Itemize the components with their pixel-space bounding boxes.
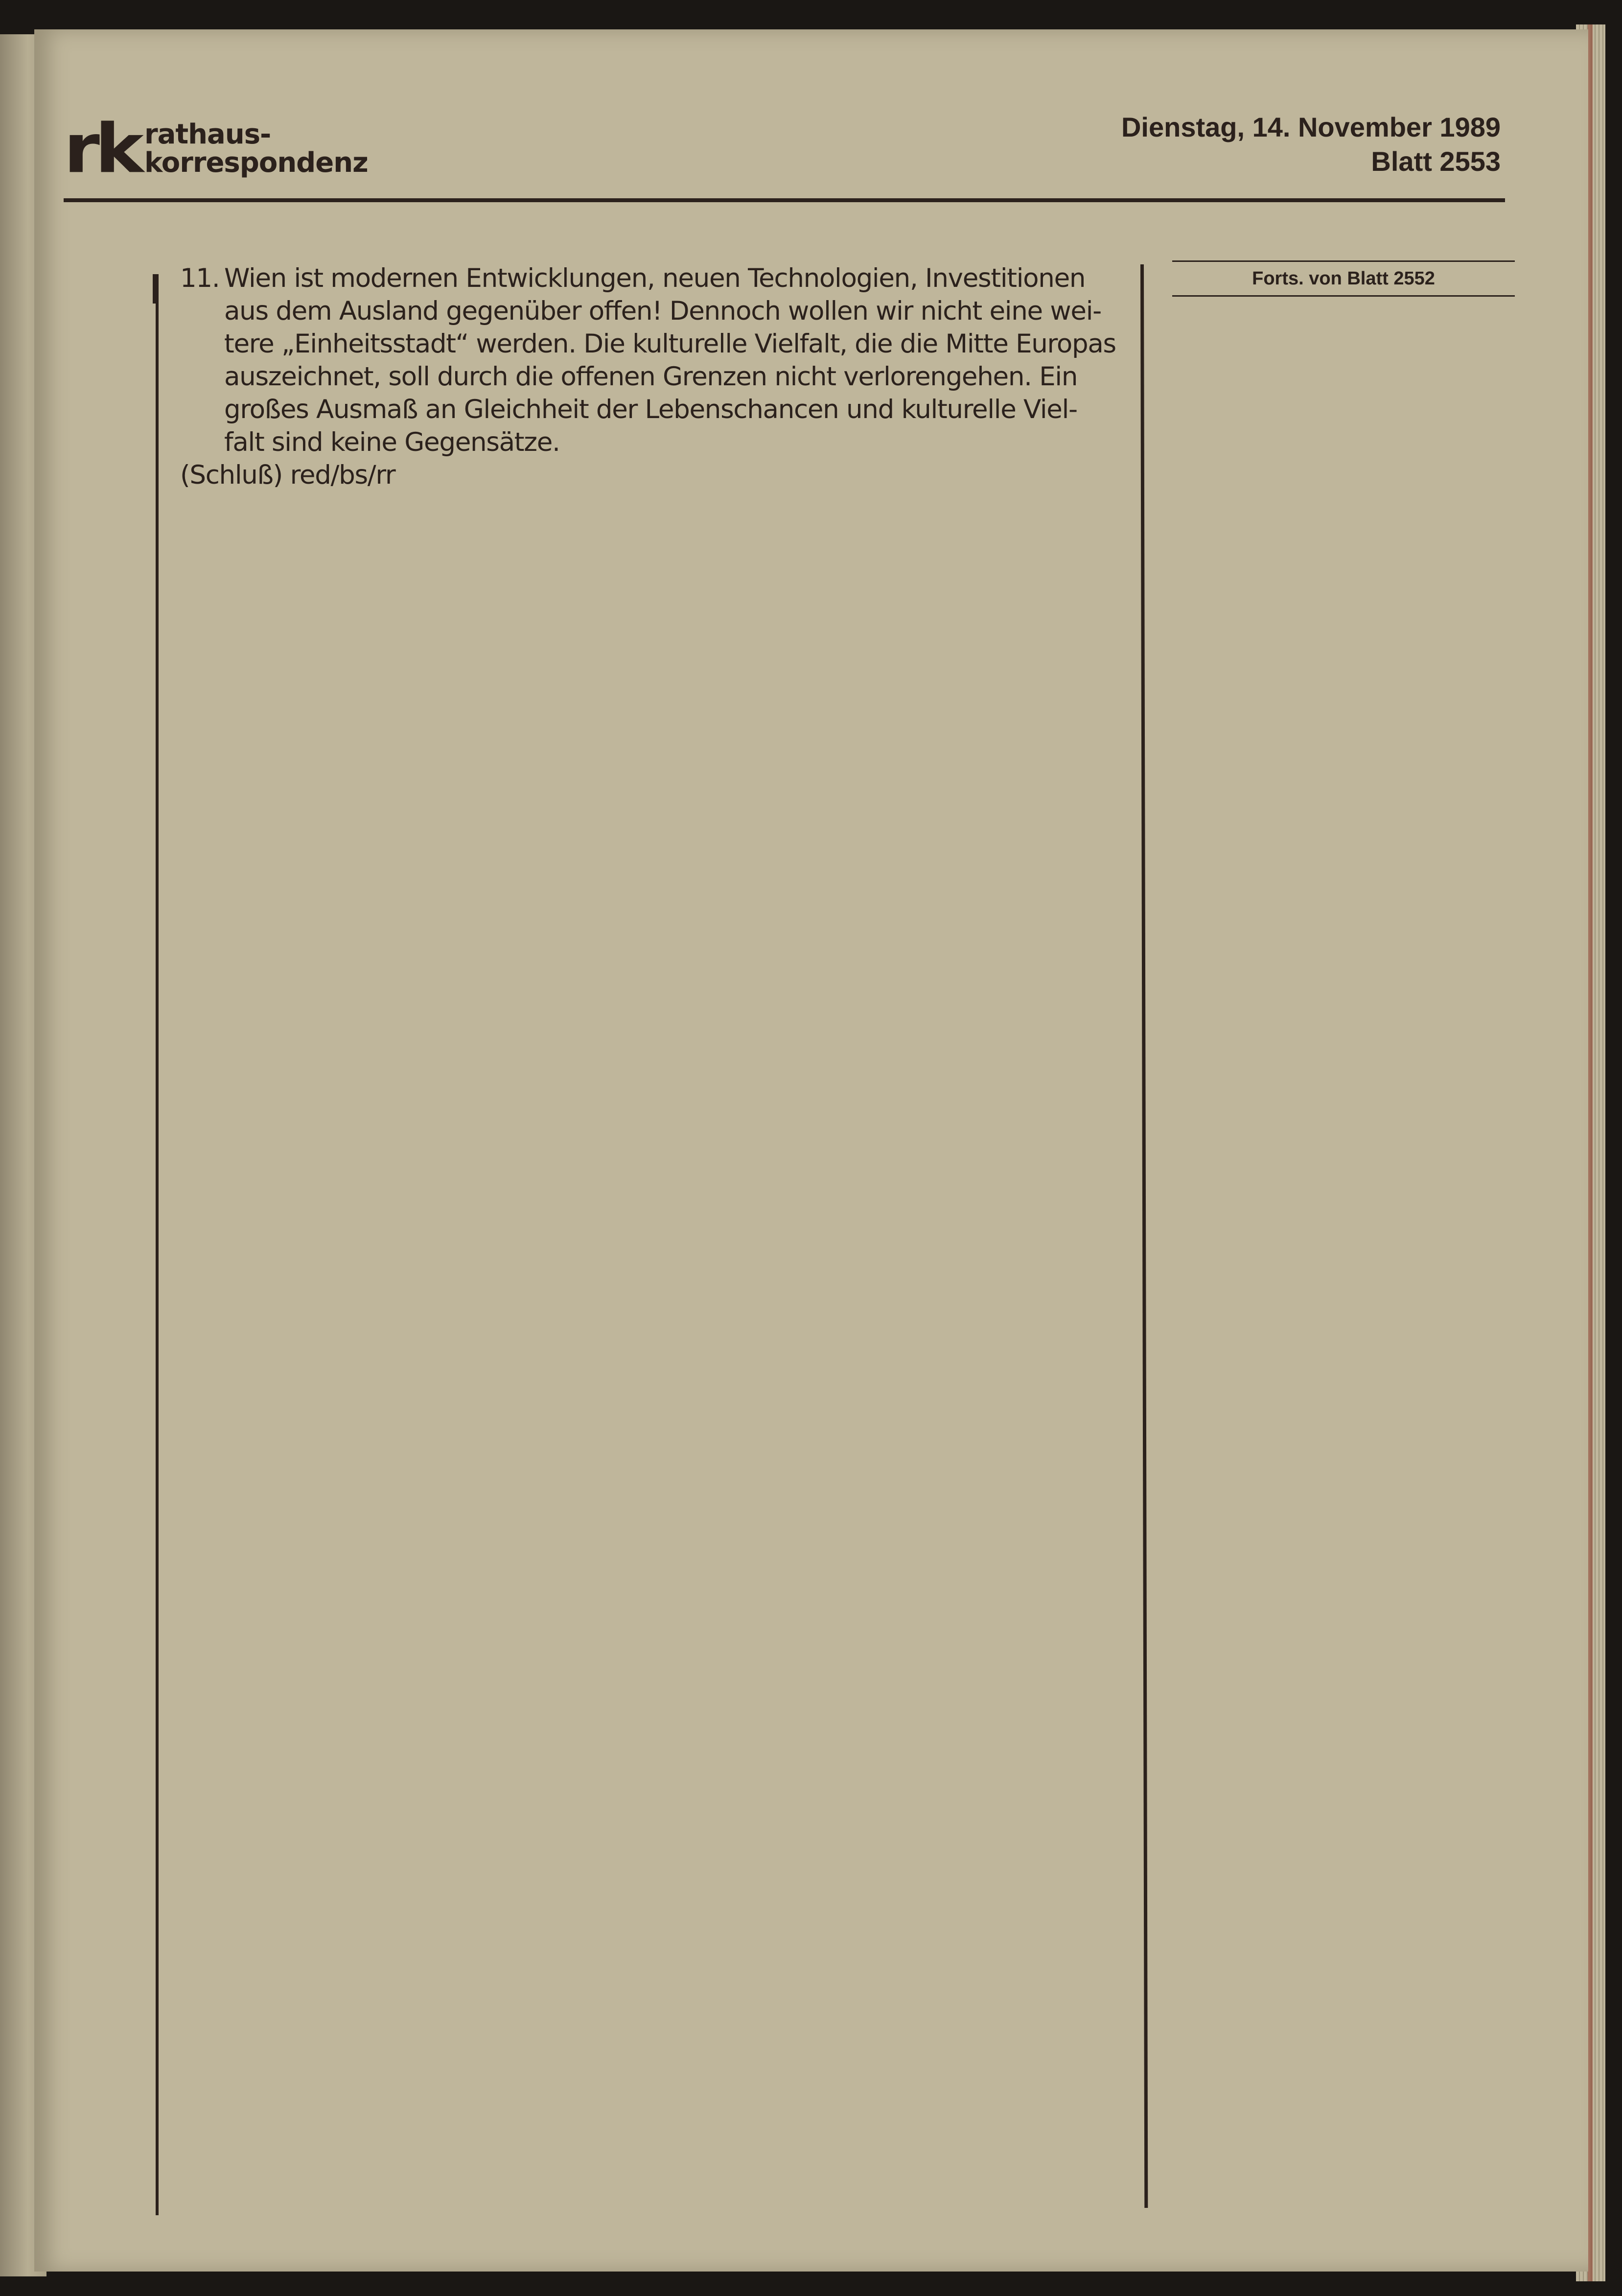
text-line: tere „Einheitsstadt“ werden. Die kulturelle Vielfalt, die die Mitte Europas — [224, 329, 1116, 359]
item-number: 11. — [180, 263, 220, 293]
sheet-number: Blatt 2553 — [1371, 146, 1501, 177]
closing-signature: (Schluß) red/bs/rr — [180, 460, 395, 490]
text-line: Wien ist modernen Entwicklungen, neuen Technologien, Investitionen — [224, 263, 1086, 293]
header-divider — [64, 198, 1505, 202]
issue-date: Dienstag, 14. November 1989 — [1121, 112, 1501, 142]
left-column-rule — [156, 274, 159, 2215]
logo-letters: rk — [64, 110, 139, 188]
text-line: auszeichnet, soll durch die offenen Grenzen nicht verlorengehen. Ein — [224, 362, 1078, 392]
logo-line-2: korrespondenz — [144, 147, 368, 179]
rk-logo — [64, 110, 368, 188]
side-note-rule-bottom — [1172, 295, 1515, 297]
side-note-rule-top — [1172, 260, 1515, 262]
article-body — [180, 262, 1135, 492]
text-line: aus dem Ausland gegenüber offen! Dennoch wollen wir nicht eine wei- — [224, 296, 1101, 326]
logo-line-1: rathaus- — [144, 118, 271, 150]
text-line: falt sind keine Gegensätze. — [224, 427, 560, 457]
numbered-item — [180, 262, 1135, 459]
logo-wordmark — [144, 120, 368, 177]
text-line: großes Ausmaß an Gleichheit der Lebenschancen und kulturelle Viel- — [224, 395, 1077, 424]
continuation-note: Forts. von Blatt 2552 — [1252, 268, 1435, 289]
page-stack-red-edge — [1588, 24, 1593, 2281]
